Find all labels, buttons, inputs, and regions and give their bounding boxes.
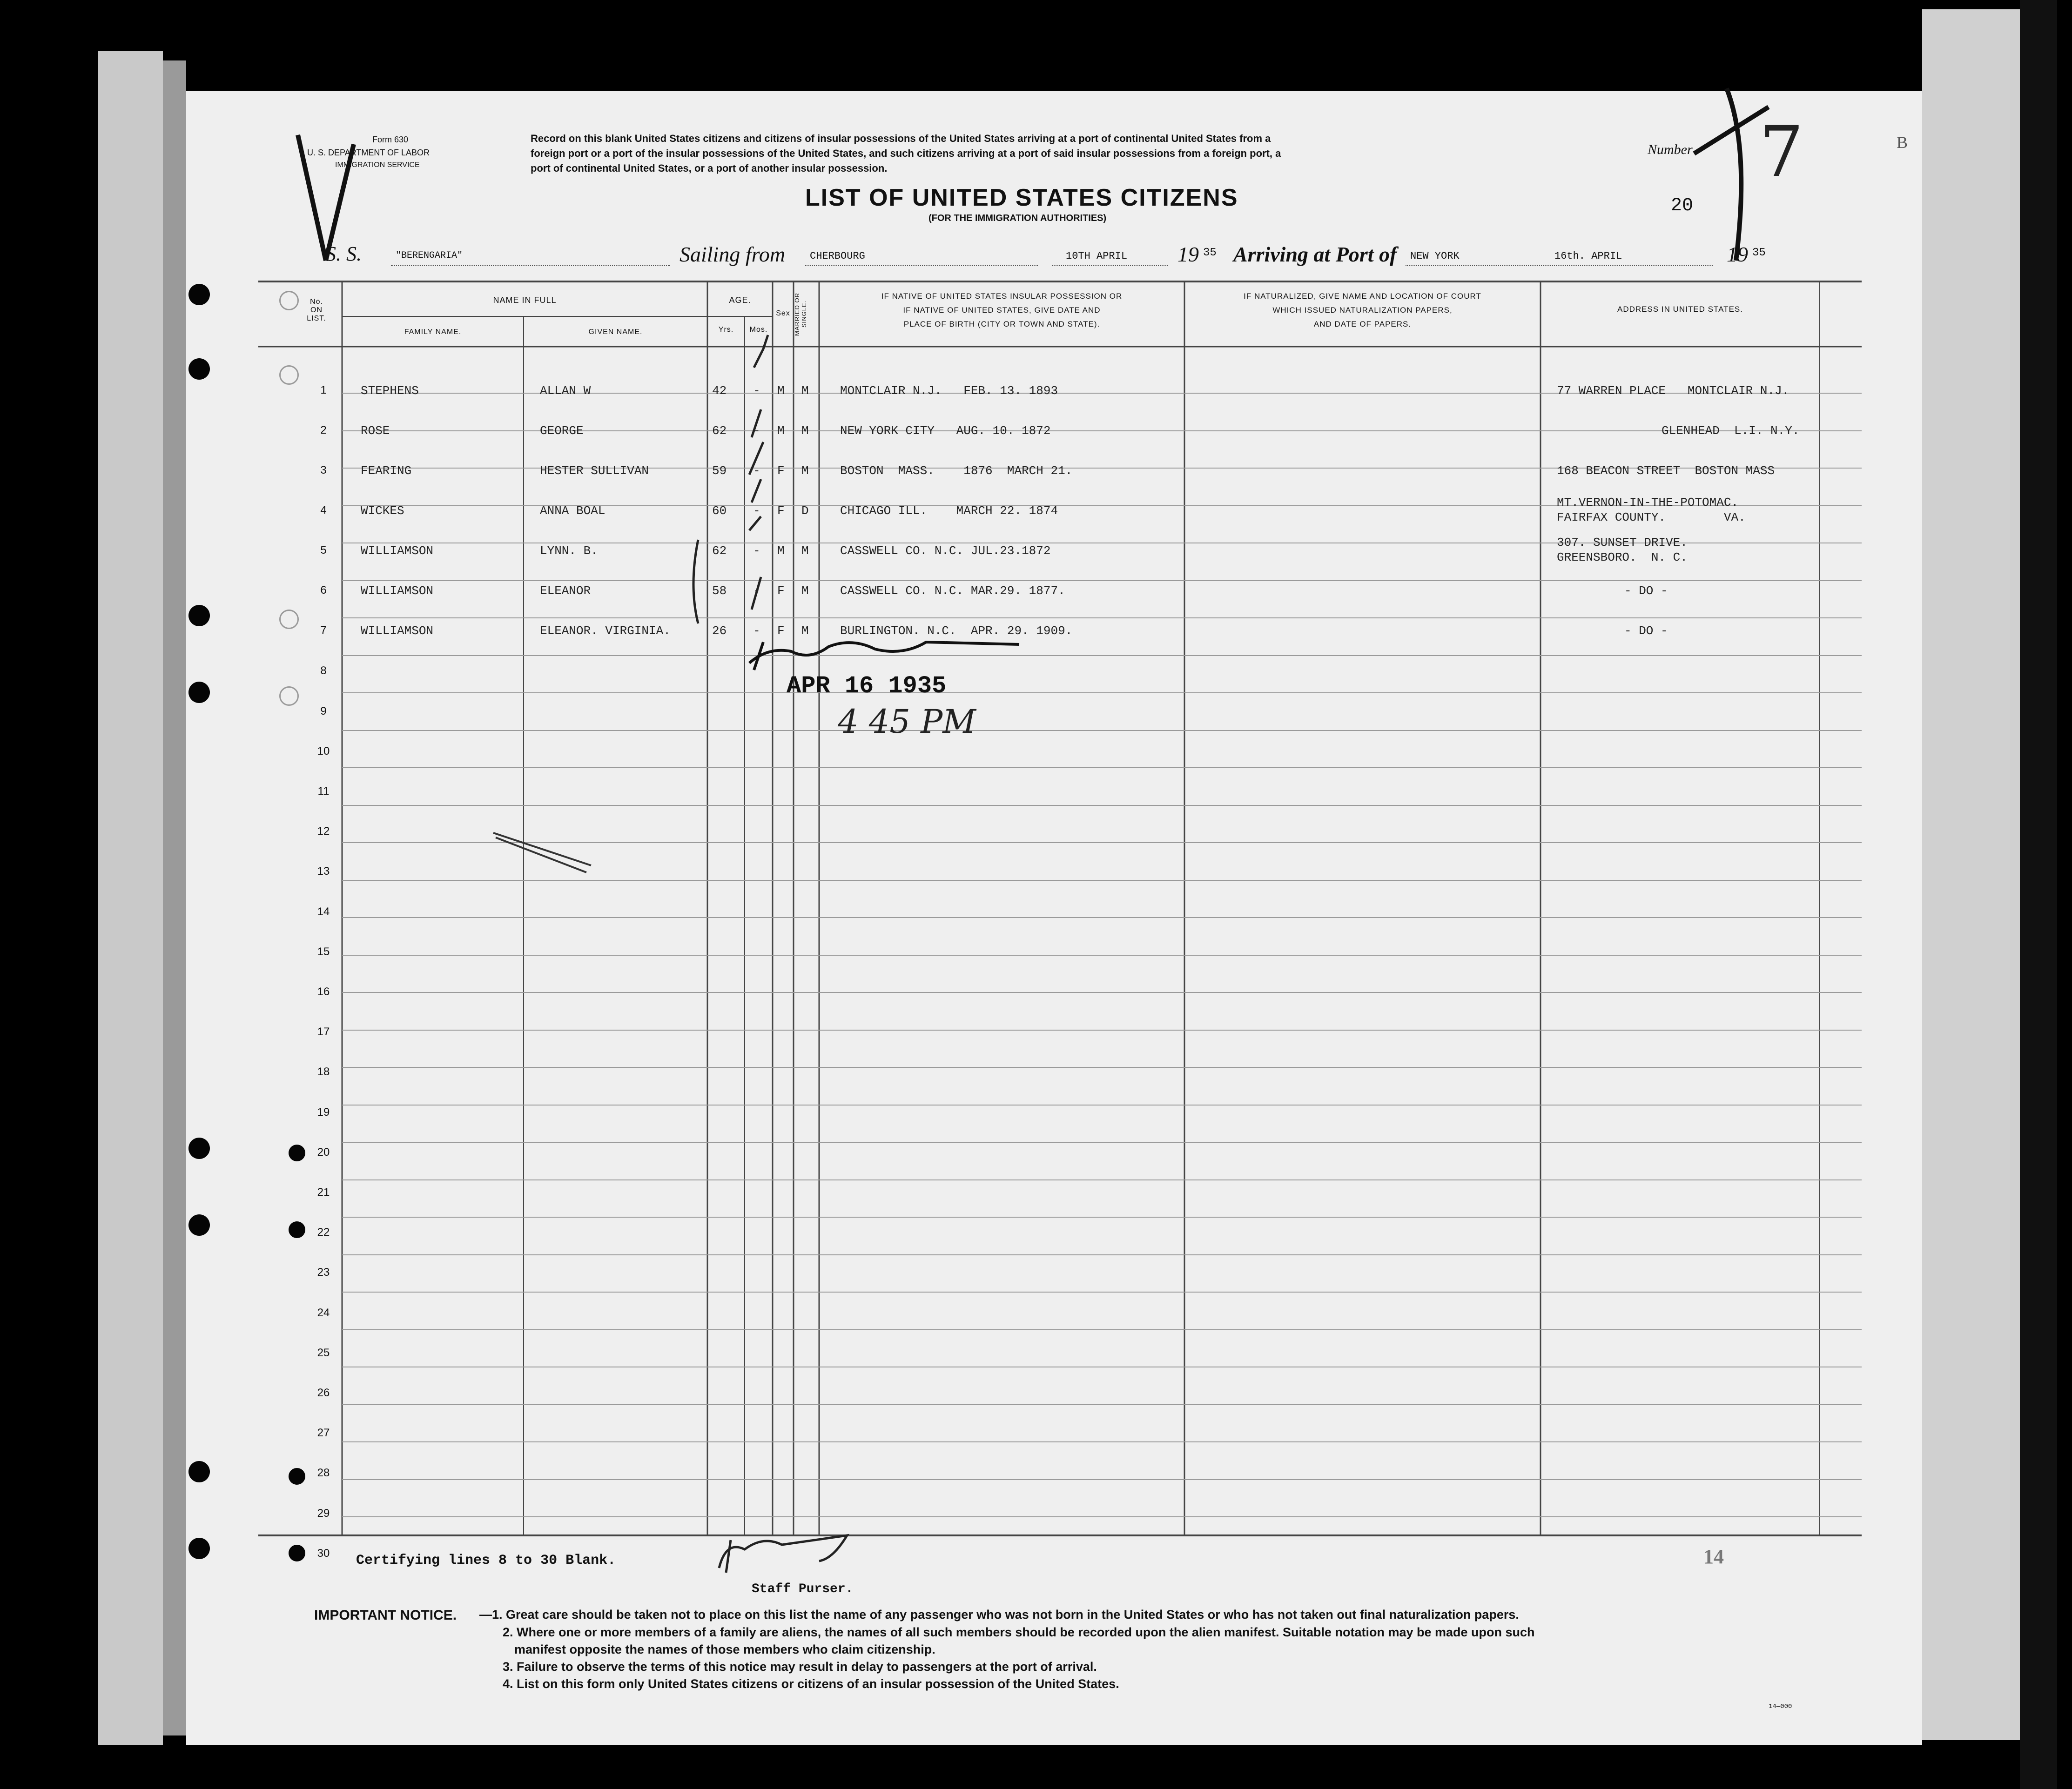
address-cell: - DO - bbox=[1624, 624, 1668, 638]
row-number: 2 bbox=[320, 424, 327, 436]
family-name-cell: ROSE bbox=[361, 424, 390, 438]
sex-cell: F bbox=[777, 504, 785, 518]
sex-cell: F bbox=[777, 464, 785, 478]
staff-purser-label: Staff Purser. bbox=[752, 1582, 854, 1596]
age-months-cell: - bbox=[753, 624, 760, 638]
blank-row-number: 30 bbox=[317, 1547, 330, 1560]
notice-label: IMPORTANT NOTICE. bbox=[314, 1608, 457, 1623]
age-years-cell: 26 bbox=[712, 624, 727, 638]
blank-row-number: 27 bbox=[317, 1427, 330, 1439]
age-years-cell: 62 bbox=[712, 544, 727, 558]
service-label: IMMIGRATION SERVICE bbox=[335, 161, 420, 169]
marital-status-cell: M bbox=[801, 424, 809, 438]
sex-cell: F bbox=[777, 624, 785, 638]
arrival-port: NEW YORK bbox=[1410, 250, 1460, 262]
marital-status-cell: M bbox=[801, 464, 809, 478]
family-name-cell: STEPHENS bbox=[361, 384, 419, 398]
age-years-cell: 42 bbox=[712, 384, 727, 398]
instruction-line-2: foreign port or a port of the insular possessions of the United States, and such citizens arriving at a port of said insular possessions from a foreign port, a bbox=[531, 147, 1281, 159]
blank-row-number: 13 bbox=[317, 865, 330, 878]
row-number: 7 bbox=[320, 624, 327, 637]
sex-cell: F bbox=[777, 584, 785, 598]
birthplace-cell: BOSTON MASS. 1876 MARCH 21. bbox=[840, 464, 1073, 478]
blank-row-number: 29 bbox=[317, 1507, 330, 1520]
birthplace-cell: BURLINGTON. N.C. APR. 29. 1909. bbox=[840, 624, 1073, 638]
arrival-date: 16th. APRIL bbox=[1554, 250, 1622, 262]
page-number: 14 bbox=[1703, 1545, 1724, 1568]
ship-name: "BERENGARIA" bbox=[396, 250, 463, 261]
marital-status-cell: M bbox=[801, 624, 809, 638]
blank-row-number: 9 bbox=[320, 705, 327, 717]
col-age-yrs: Yrs. bbox=[718, 326, 734, 334]
blank-row-number: 8 bbox=[320, 664, 327, 677]
page-subtitle: (FOR THE IMMIGRATION AUTHORITIES) bbox=[928, 213, 1107, 223]
address-cell: GLENHEAD L.I. N.Y. bbox=[1662, 424, 1800, 438]
arrival-year: 35 bbox=[1752, 247, 1766, 259]
sailing-year: 35 bbox=[1203, 247, 1217, 259]
sex-cell: M bbox=[777, 544, 785, 558]
birthplace-cell: CHICAGO ILL. MARCH 22. 1874 bbox=[840, 504, 1058, 518]
blank-row-number: 28 bbox=[317, 1467, 330, 1479]
blank-row-number: 12 bbox=[317, 825, 330, 838]
page-title: LIST OF UNITED STATES CITIZENS bbox=[805, 184, 1238, 211]
notice-1: —1. Great care should be taken not to place on this list the name of any passenger who was not born in the United States or who has not taken out final naturalization papers. bbox=[479, 1608, 1519, 1621]
blank-row-number: 19 bbox=[317, 1106, 330, 1119]
birthplace-cell: NEW YORK CITY AUG. 10. 1872 bbox=[840, 424, 1051, 438]
family-name-cell: FEARING bbox=[361, 464, 412, 478]
marital-status-cell: M bbox=[801, 544, 809, 558]
arriving-label: Arriving at Port of bbox=[1233, 242, 1397, 266]
notice-2: 2. Where one or more members of a family are aliens, the names of all such members should be recorded upon the alien manifest. Suitable notation may be made upon such bbox=[503, 1625, 1535, 1639]
page-ref: 20 bbox=[1671, 195, 1694, 216]
marital-status-cell: M bbox=[801, 384, 809, 398]
col-sex: Sex bbox=[776, 309, 790, 317]
family-name-cell: WILLIAMSON bbox=[361, 584, 434, 598]
sailing-port: CHERBOURG bbox=[810, 250, 865, 262]
age-months-cell: - bbox=[753, 544, 760, 558]
address-cell: 307. SUNSET DRIVE. bbox=[1557, 536, 1688, 549]
instruction-line-3: port of continental United States, or a port of another insular possession. bbox=[531, 162, 888, 174]
col-given-name: GIVEN NAME. bbox=[588, 328, 643, 336]
age-months-cell: - bbox=[753, 424, 760, 438]
given-name-cell: ELEANOR. VIRGINIA. bbox=[540, 624, 671, 638]
department-label: U. S. DEPARTMENT OF LABOR bbox=[307, 148, 430, 157]
birthplace-cell: MONTCLAIR N.J. FEB. 13. 1893 bbox=[840, 384, 1058, 398]
age-months-cell: - bbox=[753, 504, 760, 518]
age-months-cell: - bbox=[753, 464, 760, 478]
marital-status-cell: M bbox=[801, 584, 809, 598]
notice-4: 4. List on this form only United States citizens or citizens of an insular possession of the United States. bbox=[503, 1677, 1119, 1691]
given-name-cell: ELEANOR bbox=[540, 584, 591, 598]
given-name-cell: HESTER SULLIVAN bbox=[540, 464, 649, 478]
given-name-cell: LYNN. B. bbox=[540, 544, 598, 558]
stray-marks bbox=[493, 833, 591, 872]
col-name-in-full: NAME IN FULL bbox=[493, 295, 557, 305]
address-cell-line2: FAIRFAX COUNTY. VA. bbox=[1557, 510, 1746, 524]
sailing-year-prefix: 19 bbox=[1177, 242, 1199, 266]
address-cell: MT.VERNON-IN-THE-POTOMAC. bbox=[1557, 496, 1739, 509]
arrival-time: 4 45 PM bbox=[838, 703, 976, 741]
instruction-line-1: Record on this blank United States citizens and citizens of insular possessions of the United States arriving at a port of continental United States from a bbox=[531, 133, 1271, 144]
purser-signature bbox=[719, 1535, 847, 1573]
age-years-cell: 58 bbox=[712, 584, 727, 598]
address-cell: 77 WARREN PLACE MONTCLAIR N.J. bbox=[1557, 384, 1789, 398]
blank-row-number: 26 bbox=[317, 1387, 330, 1399]
blank-row-number: 18 bbox=[317, 1065, 330, 1078]
age-years-cell: 59 bbox=[712, 464, 727, 478]
given-name-cell: ANNA BOAL bbox=[540, 504, 605, 518]
sailing-date: 10TH APRIL bbox=[1066, 250, 1128, 262]
blank-row-number: 16 bbox=[317, 985, 330, 998]
notice-3: 3. Failure to observe the terms of this notice may result in delay to passengers at the port of arrival. bbox=[503, 1660, 1097, 1674]
notice-2-cont: manifest opposite the names of those members who claim citizenship. bbox=[514, 1642, 935, 1656]
certifying-note: Certifying lines 8 to 30 Blank. bbox=[356, 1553, 616, 1568]
col-address: ADDRESS IN UNITED STATES. bbox=[1617, 305, 1743, 314]
row-number: 6 bbox=[320, 584, 327, 596]
list-number: 7 bbox=[1759, 112, 1804, 193]
address-cell: 168 BEACON STREET BOSTON MASS bbox=[1557, 464, 1775, 478]
row-number: 4 bbox=[320, 504, 327, 516]
given-name-cell: GEORGE bbox=[540, 424, 584, 438]
birthplace-cell: CASSWELL CO. N.C. MAR.29. 1877. bbox=[840, 584, 1065, 598]
blank-row-number: 10 bbox=[317, 745, 330, 757]
row-number: 3 bbox=[320, 464, 327, 476]
age-years-cell: 62 bbox=[712, 424, 727, 438]
blank-row-number: 23 bbox=[317, 1266, 330, 1279]
sex-cell: M bbox=[777, 384, 785, 398]
blank-row-number: 11 bbox=[317, 785, 330, 797]
arrival-year-prefix: 19 bbox=[1727, 242, 1748, 266]
family-name-cell: WICKES bbox=[361, 504, 404, 518]
blank-row-number: 17 bbox=[317, 1025, 330, 1038]
row-number: 1 bbox=[320, 384, 327, 396]
col-age: AGE. bbox=[729, 295, 751, 305]
blank-row-number: 22 bbox=[317, 1226, 330, 1239]
form-number: Form 630 bbox=[372, 135, 409, 144]
col-family-name: FAMILY NAME. bbox=[404, 328, 462, 336]
address-cell-line2: GREENSBORO. N. C. bbox=[1557, 550, 1688, 564]
sailing-label: Sailing from bbox=[679, 242, 786, 266]
family-name-cell: WILLIAMSON bbox=[361, 624, 434, 638]
blank-row-number: 24 bbox=[317, 1307, 330, 1319]
blank-row-number: 15 bbox=[317, 945, 330, 958]
blank-row-number: 25 bbox=[317, 1347, 330, 1359]
col-age-mos: Mos. bbox=[749, 326, 768, 334]
given-name-cell: ALLAN W bbox=[540, 384, 591, 398]
family-name-cell: WILLIAMSON bbox=[361, 544, 434, 558]
age-months-cell: - bbox=[753, 584, 760, 598]
corner-mark: B bbox=[1897, 133, 1908, 152]
col-birthplace: IF NATIVE OF UNITED STATES INSULAR POSSESSION OR IF NATIVE OF UNITED STATES, GIVE DATE AND PLACE OF BIRTH (CITY OR TOWN AND STATE). bbox=[881, 292, 1123, 328]
age-months-cell: - bbox=[753, 384, 760, 398]
blank-row-number: 14 bbox=[317, 905, 330, 918]
birthplace-cell: CASSWELL CO. N.C. JUL.23.1872 bbox=[840, 544, 1051, 558]
blank-row-number: 21 bbox=[317, 1186, 330, 1199]
sex-cell: M bbox=[777, 424, 785, 438]
address-cell: - DO - bbox=[1624, 584, 1668, 598]
arrival-stamp: APR 16 1935 bbox=[787, 672, 947, 700]
marital-status-cell: D bbox=[801, 504, 809, 518]
col-naturalization: IF NATURALIZED, GIVE NAME AND LOCATION OF COURT WHICH ISSUED NATURALIZATION PAPERS, AND DATE OF PAPERS. bbox=[1244, 292, 1481, 328]
age-years-cell: 60 bbox=[712, 504, 727, 518]
print-code: 14—000 bbox=[1769, 1703, 1792, 1710]
ss-label: S. S. bbox=[326, 242, 362, 265]
blank-row-number: 20 bbox=[317, 1146, 330, 1159]
col-no-on-list: No. ON LIST. bbox=[307, 298, 326, 322]
col-married: MARRIED OR SINGLE. bbox=[794, 292, 807, 336]
row-number: 5 bbox=[320, 544, 327, 556]
number-label: Number bbox=[1648, 142, 1693, 157]
